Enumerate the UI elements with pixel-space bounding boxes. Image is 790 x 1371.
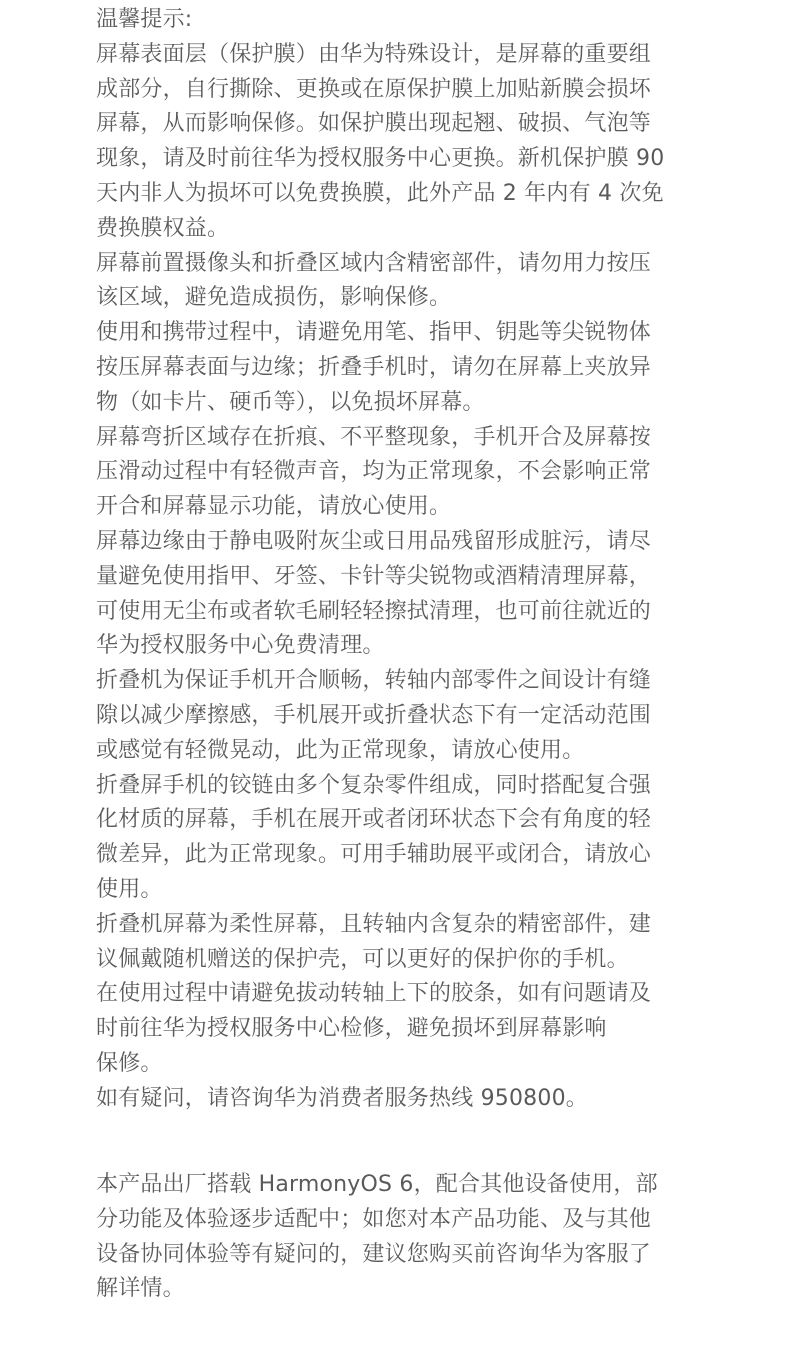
notice-line: 屏幕表面层（保护膜）由华为特殊设计，是屏幕的重要组 bbox=[96, 41, 652, 67]
notice-line: 可使用无尘布或者软毛刷轻轻擦拭清理，也可前往就近的 bbox=[96, 598, 652, 624]
notice-line: 华为授权服务中心免费清理。 bbox=[96, 633, 385, 659]
harmonyos-note-line: 本产品出厂搭载 HarmonyOS 6，配合其他设备使用，部 bbox=[96, 1172, 658, 1197]
notice-line: 该区域，避免造成损伤，影响保修。 bbox=[96, 285, 452, 311]
harmonyos-note-line: 解详情。 bbox=[96, 1276, 185, 1302]
notice-line: 在使用过程中请避免拔动转轴上下的胶条，如有问题请及 bbox=[96, 981, 652, 1007]
notice-line: 如有疑问，请咨询华为消费者服务热线 950800。 bbox=[96, 1085, 588, 1111]
notice-line: 屏幕，从而影响保修。如保护膜出现起翘、破损、气泡等 bbox=[96, 111, 652, 137]
notice-line: 折叠机屏幕为柔性屏幕，且转轴内含复杂的精密部件，建 bbox=[96, 911, 652, 937]
notice-line: 温馨提示: bbox=[96, 7, 193, 32]
notice-line: 成部分，自行撕除、更换或在原保护膜上加贴新膜会损坏 bbox=[96, 76, 652, 102]
notice-line: 量避免使用指甲、牙签、卡针等尖锐物或酒精清理屏幕， bbox=[96, 563, 652, 589]
warm-notice-section bbox=[96, 3, 776, 1117]
notice-line: 保修。 bbox=[96, 1050, 163, 1076]
harmonyos-note-section bbox=[96, 1168, 776, 1307]
notice-line: 天内非人为损坏可以免费换膜，此外产品 2 年内有 4 次免 bbox=[96, 180, 664, 206]
notice-line: 现象，请及时前往华为授权服务中心更换。新机保护膜 90 bbox=[96, 146, 665, 172]
harmonyos-note-line: 设备协同体验等有疑问的，建议您购买前咨询华为客服了 bbox=[96, 1241, 652, 1267]
notice-line: 微差异，此为正常现象。可用手辅助展平或闭合，请放心 bbox=[96, 842, 652, 868]
notice-line: 折叠屏手机的铰链由多个复杂零件组成，同时搭配复合强 bbox=[96, 772, 652, 798]
notice-line: 或感觉有轻微晃动，此为正常现象，请放心使用。 bbox=[96, 737, 585, 763]
notice-line: 压滑动过程中有轻微声音，均为正常现象，不会影响正常 bbox=[96, 459, 652, 485]
notice-line: 开合和屏幕显示功能，请放心使用。 bbox=[96, 494, 452, 520]
notice-line: 按压屏幕表面与边缘；折叠手机时，请勿在屏幕上夹放异 bbox=[96, 354, 652, 380]
notice-line: 化材质的屏幕，手机在展开或者闭环状态下会有角度的轻 bbox=[96, 807, 652, 833]
notice-line: 议佩戴随机赠送的保护壳，可以更好的保护你的手机。 bbox=[96, 946, 629, 972]
notice-line: 屏幕弯折区域存在折痕、不平整现象，手机开合及屏幕按 bbox=[96, 424, 652, 450]
notice-line: 物（如卡片、硬币等），以免损坏屏幕。 bbox=[96, 389, 485, 415]
notice-line: 折叠机为保证手机开合顺畅，转轴内部零件之间设计有缝 bbox=[96, 668, 652, 694]
harmonyos-note-line: 分功能及体验逐步适配中；如您对本产品功能、及与其他 bbox=[96, 1206, 652, 1232]
notice-line: 隙以减少摩擦感，手机展开或折叠状态下有一定活动范围 bbox=[96, 702, 652, 728]
notice-line: 时前往华为授权服务中心检修，避免损坏到屏幕影响 bbox=[96, 1016, 607, 1042]
notice-line: 屏幕前置摄像头和折叠区域内含精密部件，请勿用力按压 bbox=[96, 250, 652, 276]
notice-line: 屏幕边缘由于静电吸附灰尘或日用品残留形成脏污，请尽 bbox=[96, 528, 652, 554]
notice-line: 使用和携带过程中，请避免用笔、指甲、钥匙等尖锐物体 bbox=[96, 320, 652, 346]
notice-line: 使用。 bbox=[96, 876, 163, 902]
notice-line: 费换膜权益。 bbox=[96, 215, 230, 241]
